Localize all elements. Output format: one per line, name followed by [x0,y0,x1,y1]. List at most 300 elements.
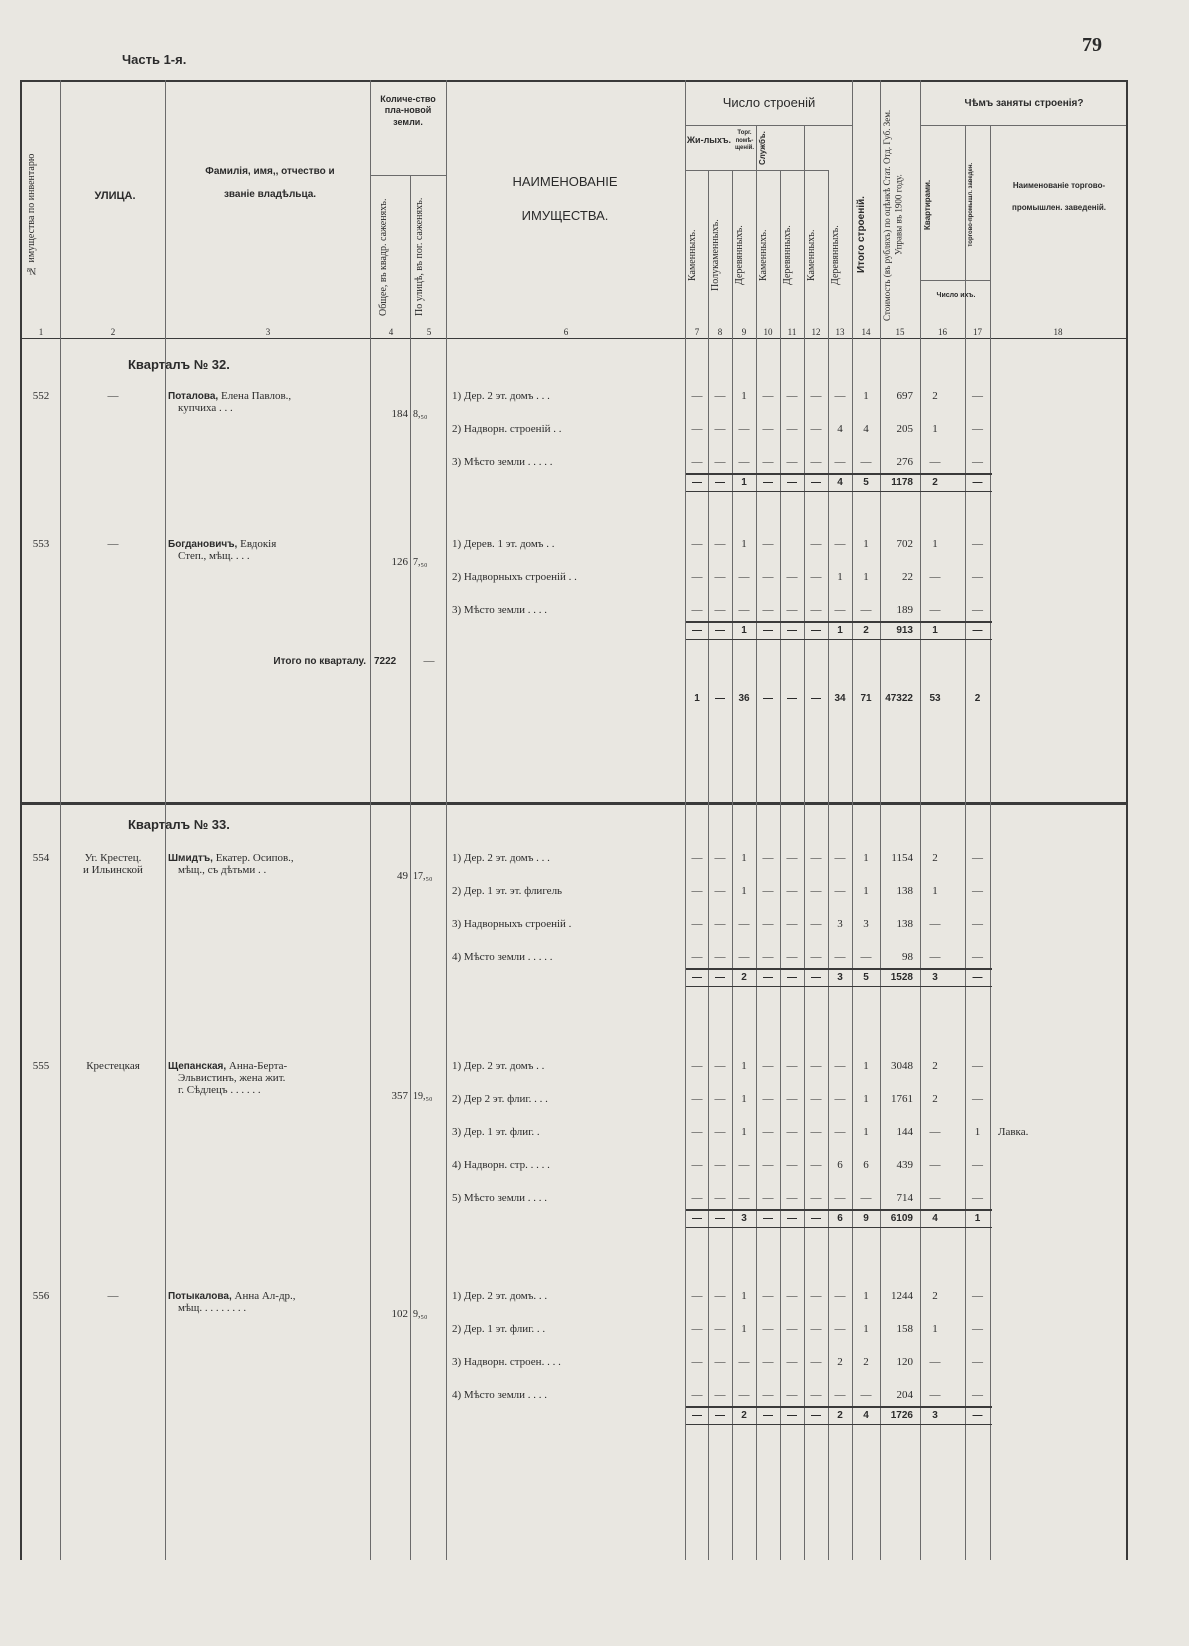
q33-owner-555-item-2-c9: 1 [741,1093,747,1105]
q32-owner-552-item-3-c15: 276 [896,456,913,468]
q33-owner-555-total-rule-bottom [686,1227,992,1228]
q33-owner-555-item-1-c12: — [810,1060,822,1072]
q32-owner-553-item-3: 3) Мѣсто земли . . . . [452,604,548,616]
q32-owner-553-item-1-c15: 702 [896,538,913,550]
q33-owner-556-item-2-c14: 1 [863,1323,869,1335]
q33-owner-556-item-3-c10: — [762,1356,774,1368]
header-c9: Деревянныхъ. [734,225,745,286]
q33-owner-554-street2: и Ильинской [83,864,143,876]
col-number-14: 14 [861,327,871,337]
header-owner: Фамилія, имя,, отчество и званіе владѣльца. [205,166,335,200]
q33-owner-555-item-4-c15: 439 [896,1159,913,1171]
header-chislo: Число ихъ. [936,292,976,299]
q32-owner-552-item-1-c12: — [810,390,822,402]
q33-owner-555-item-4-c13: 6 [837,1159,843,1171]
q32-owner-552-item-3-c16: — [929,456,941,468]
q33-owner-556-item-2-c15: 158 [896,1323,913,1335]
col-number-17: 17 [973,327,982,337]
q33-owner-556-total-c14: 4 [863,1410,869,1421]
q33-owner-554-item-1-c14: 1 [863,852,869,864]
col-number-8: 8 [717,327,723,337]
q33-owner-555-item-4-c7: — [691,1159,703,1171]
q33-owner-555-item-2-c11: — [786,1093,798,1105]
q33-owner-554-item-1-c15: 1154 [891,852,913,864]
q32-owner-553-total-c14: 2 [863,625,869,636]
q32-owner-553-total-c12: — [811,625,821,636]
q33-owner-556-item-2-c16: 1 [932,1323,938,1335]
q33-owner-555-item-3-c16: — [929,1126,941,1138]
q33-owner-556-item-1-c13: — [834,1290,846,1302]
q33-owner-556-item-1-c16: 2 [932,1290,938,1302]
q33-owner-554-total-c7: — [692,972,702,983]
q32-owner-553-item-3-c9: — [738,604,750,616]
q33-owner-555-item-2-c7: — [691,1093,703,1105]
q32-owner-552-item-3-c17: — [972,456,983,468]
q33-owner-554-item-3-c11: — [786,918,798,930]
q32-owner-553-item-1-c9: 1 [741,538,747,550]
q32-owner-552-item-2-c7: — [691,423,703,435]
q32-owner-552-number: 552 [32,390,50,402]
q33-owner-556-item-4-c13: — [834,1389,846,1401]
q33-owner-555-total-c11: — [787,1213,797,1224]
q33-owner-554-item-3-c8: — [714,918,726,930]
q32-owner-552-total-c9: 1 [741,477,747,488]
q33-owner-555-total-rule [686,1209,992,1211]
q33-owner-555-item-1-c13: — [834,1060,846,1072]
q32-owner-553-item-3-c14: — [860,604,872,616]
q33-owner-555-item-1-c8: — [714,1060,726,1072]
inventory-table [20,80,1128,1560]
q32-itogo-c15: 47322 [885,693,913,704]
q33-owner-555-item-2-c14: 1 [863,1093,869,1105]
q33-owner-554-item-4-c10: — [762,951,774,963]
q32-owner-553-total-c10: — [763,625,773,636]
q32-owner-552-item-1-c10: — [762,390,774,402]
q33-owner-554-item-4-c9: — [738,951,750,963]
header-c11: Деревянныхъ. [782,225,793,286]
q32-owner-552-item-3: 3) Мѣсто земли . . . . . [452,456,553,468]
q33-owner-555-item-3-c18: Лавка. [998,1126,1029,1138]
q33-owner-555-item-5-c9: — [738,1192,750,1204]
q33-owner-555-item-4-c10: — [762,1159,774,1171]
q33-owner-554-item-2: 2) Дер. 1 эт. эт. флигель [452,885,563,897]
q33-owner-554-item-4-c8: — [714,951,726,963]
q33-owner-556-item-1-c14: 1 [863,1290,869,1302]
q33-owner-555-total-c7: — [692,1213,702,1224]
q33-owner-554-item-3: 3) Надворныхъ строеній . [452,918,572,930]
q32-owner-553-total-c16: 1 [932,625,938,636]
header-torg: Торг. помѣ-щеній. [734,130,755,151]
q33-owner-555-name3: г. Сѣдлецъ . . . . . . [178,1084,261,1096]
header-zhilykh: Жи-лыхъ. [686,135,732,145]
col-number-5: 5 [426,327,432,337]
q33-owner-556-item-3-c14: 2 [863,1356,869,1368]
q32-owner-553-item-2-c10: — [762,571,774,583]
q32-itogo-c17: 2 [974,693,981,704]
q33-owner-554-item-4-c7: — [691,951,703,963]
header-col1: № имущества по инвентарю [26,153,37,277]
q33-owner-555-item-3-c8: — [714,1126,726,1138]
q32-owner-552-item-3-c10: — [762,456,774,468]
q32-owner-553-item-3-c15: 189 [896,604,913,616]
q33-owner-554-total-c15: 1528 [890,972,913,983]
header-c7: Каменныхъ. [687,229,698,282]
header-land: Количе-ство пла-новой земли. [380,94,436,127]
q33-owner-554-total-c12: — [811,972,821,983]
q33-owner-554-item-4-c12: — [810,951,822,963]
q33-owner-555-item-3-c14: 1 [863,1126,869,1138]
q33-owner-556-item-4-c14: — [860,1389,872,1401]
q32-owner-552-item-1-c7: — [691,390,703,402]
q33-owner-554-item-3-c15: 138 [896,918,913,930]
q33-owner-556-total-c9: 2 [741,1410,747,1421]
page-number: 79 [1082,34,1102,56]
q33-owner-554-item-2-c15: 138 [896,885,913,897]
q33-owner-556-item-1-c12: — [810,1290,822,1302]
q32-owner-552-item-2-c10: — [762,423,774,435]
q33-owner-555-item-5-c12: — [810,1192,822,1204]
q32-owner-553-street: — [107,538,119,550]
q33-owner-555-item-4-c11: — [786,1159,798,1171]
q32-owner-552-street: — [107,390,119,402]
q33-owner-555-item-5: 5) Мѣсто земли . . . . [452,1192,548,1204]
q32-owner-552-item-2-c17: — [972,423,983,435]
q32-owner-553-number: 553 [32,538,50,550]
col-number-11: 11 [787,327,797,337]
q33-owner-554-item-4-c15: 98 [902,951,913,963]
q33-owner-554-item-4-c16: — [929,951,941,963]
q33-owner-554-total-c9: 2 [741,972,747,983]
q33-owner-554-item-2-c11: — [786,885,798,897]
q33-owner-555-item-1-c17: — [972,1060,983,1072]
q33-owner-555-total-c13: 6 [837,1213,843,1224]
header-c13: Деревянныхъ. [830,225,841,286]
q33-owner-555-item-3: 3) Дер. 1 эт. флиг. . [452,1126,540,1138]
q33-owner-555-item-3-c9: 1 [741,1126,747,1138]
q33-owner-554-item-3-c9: — [738,918,750,930]
owner-surname: Щепанская, [168,1061,229,1072]
q33-owner-555-item-1-c9: 1 [741,1060,747,1072]
q33-owner-555-item-3-c13: — [834,1126,846,1138]
q32-owner-553-total-c9: 1 [741,625,747,636]
q33-owner-556-item-3-c8: — [714,1356,726,1368]
q32-owner-552-item-3-c13: — [834,456,846,468]
q33-owner-556-total-rule [686,1406,992,1408]
q33-owner-556-street: — [107,1290,119,1302]
q32-owner-552-item-1-c14: 1 [863,390,869,402]
col-number-18: 18 [1053,327,1063,337]
q33-owner-554-item-1-c17: — [972,852,983,864]
q33-owner-556-item-1-c9: 1 [741,1290,747,1302]
q33-owner-555-item-4-c8: — [714,1159,726,1171]
q32-owner-553-item-1-c16: 1 [932,538,938,550]
header-torgovo: Торгово-промышл. заведен. [968,162,974,248]
q33-owner-555-street: Крестецкая [86,1060,140,1072]
q32-itogo-c14: 71 [860,693,872,704]
q33-owner-554-item-3-c14: 3 [863,918,869,930]
q33-owner-555-item-3-c15: 144 [896,1126,913,1138]
q33-owner-554-item-1: 1) Дер. 2 эт. домъ . . . [452,852,550,864]
q33-owner-554-item-1-c13: — [834,852,846,864]
q33-owner-555-item-2-c16: 2 [932,1093,938,1105]
header-kvartirami: Квартирами. [923,179,932,231]
q33-owner-554-item-3-c17: — [972,918,983,930]
q33-owner-554-total-c14: 5 [863,972,869,983]
col-number-1: 1 [38,327,44,337]
q33-owner-555-item-3-c7: — [691,1126,703,1138]
header-c10: Каменныхъ. [758,229,769,282]
q33-owner-554-item-3-c7: — [691,918,703,930]
q33-owner-556-item-2-c13: — [834,1323,846,1335]
q33-owner-555-item-2-c12: — [810,1093,822,1105]
q32-itogo-c12: — [811,693,821,704]
q33-owner-556-item-4-c10: — [762,1389,774,1401]
q33-owner-555-item-5-c17: — [972,1192,983,1204]
part-label: Часть 1-я. [122,52,187,67]
col-number-6: 6 [563,327,569,337]
q33-owner-555-total-c15: 6109 [890,1213,913,1224]
q32-owner-553-item-3-c12: — [810,604,822,616]
q32-owner-552-item-3-c9: — [738,456,750,468]
q33-owner-554-total-c10: — [763,972,773,983]
q33-owner-556-total-rule-bottom [686,1424,992,1425]
q33-owner-554-item-2-c12: — [810,885,822,897]
q33-owner-556-item-1-c17: — [972,1290,983,1302]
q33-owner-554-item-2-c10: — [762,885,774,897]
owner-given-name: Евдокія [240,538,277,550]
q33-owner-555-item-1-c10: — [762,1060,774,1072]
q33-owner-556-item-3-c11: — [786,1356,798,1368]
q33-owner-556-total-c10: — [763,1410,773,1421]
q32-owner-553-item-2-c11: — [786,571,798,583]
header-frontage: По улицѣ, въ пог. саженяхъ. [414,197,425,317]
q33-owner-554-street: Уг. Крестец. [84,852,142,864]
q32-owner-552-total-c10: — [763,477,773,488]
q32-owner-552-item-2-c11: — [786,423,798,435]
q33-owner-555-item-5-c15: 714 [896,1192,913,1204]
q32-owner-552-total-c7: — [692,477,702,488]
q33-owner-554-item-2-c9: 1 [741,885,747,897]
q33-owner-556-item-3-c15: 120 [896,1356,913,1368]
q32-owner-552-total-c14: 5 [863,477,869,488]
q33-owner-554-total-rule-bottom [686,986,992,987]
q32-owner-553-name2: Степ., мѣщ. . . . [178,550,250,562]
q32-itogo-c11: — [787,693,797,704]
q32-owner-553-total-c13: 1 [837,625,843,636]
q33-owner-556-name2: мѣщ. . . . . . . . . [178,1302,247,1314]
q32-owner-552-total-rule-bottom [686,491,992,492]
q33-owner-555-item-4-c12: — [810,1159,822,1171]
q33-owner-556-item-4-c16: — [929,1389,941,1401]
q33-owner-555-total-c12: — [811,1213,821,1224]
col-number-15: 15 [895,327,905,337]
q32-owner-553-item-2-c8: — [714,571,726,583]
q32-owner-553-item-3-c11: — [786,604,798,616]
q33-owner-556-item-4-c7: — [691,1389,703,1401]
q32-itogo-c10: — [763,693,773,704]
q33-owner-556-item-2-c11: — [786,1323,798,1335]
q33-owner-556-total-c17: — [972,1410,983,1421]
q32-title: Кварталъ № 32. [128,357,230,372]
q33-title: Кварталъ № 33. [128,817,230,832]
q33-owner-555-item-2: 2) Дер 2 эт. флиг. . . . [452,1093,548,1105]
q33-owner-554-item-4-c13: — [834,951,846,963]
owner-surname: Шмидтъ, [168,853,216,864]
q33-owner-555-item-1-c16: 2 [932,1060,938,1072]
header-property: НАИМЕНОВАНІЕ ИМУЩЕСТВА. [512,174,618,223]
q32-itogo-c7: 1 [694,693,700,704]
q33-owner-555-item-2-c13: — [834,1093,846,1105]
q33-owner-556-item-1-c11: — [786,1290,798,1302]
col-number-7: 7 [694,327,700,337]
q32-owner-553-item-2-c15: 22 [902,571,913,583]
header-occupied: Чѣмъ заняты строенія? [964,98,1084,109]
q33-owner-554-total-c11: — [787,972,797,983]
q32-owner-553-area: 126 [391,556,408,568]
q33-owner-554-number: 554 [32,852,50,864]
q33-owner-556-total-c15: 1726 [890,1410,913,1421]
q32-owner-552-item-1-c16: 2 [932,390,938,402]
col-number-13: 13 [835,327,845,337]
col-number-3: 3 [265,327,271,337]
header-street: УЛИЦА. [94,190,136,202]
q32-owner-552-item-3-c8: — [714,456,726,468]
q33-owner-554-item-2-c13: — [834,885,846,897]
q32-owner-553-item-1-c7: — [691,538,703,550]
q32-owner-553-item-1-c12: — [810,538,822,550]
q32-owner-553-item-3-c10: — [762,604,774,616]
q32-owner-552-total-c13: 4 [837,477,843,488]
q32-owner-553-total-c15: 913 [896,625,913,636]
q32-owner-553-item-2-c12: — [810,571,822,583]
q32-owner-553-item-1-c8: — [714,538,726,550]
q33-owner-554-item-1-c12: — [810,852,822,864]
q33-owner-554-item-1-c11: — [786,852,798,864]
q32-owner-553-total-c8: — [715,625,725,636]
q33-owner-555-number: 555 [32,1060,50,1072]
header-col18: Наименованіе торгово-промышлен. заведеній. [1012,181,1106,213]
q32-itogo-frontage: — [423,655,435,667]
q32-owner-553-item-1-c17: — [972,538,983,550]
q33-owner-554-item-2-c16: 1 [932,885,938,897]
q33-owner-556-item-4-c17: — [972,1389,983,1401]
q33-owner-555-item-5-c10: — [762,1192,774,1204]
q32-owner-552-total-c8: — [715,477,725,488]
q33-owner-556-item-1-c8: — [714,1290,726,1302]
q33-owner-555-area: 357 [391,1090,408,1102]
q33-owner-555-item-4-c17: — [972,1159,983,1171]
q32-owner-552-item-1: 1) Дер. 2 эт. домъ . . . [452,390,550,402]
q33-owner-556-item-3-c16: — [929,1356,941,1368]
q33-owner-554-item-2-c14: 1 [863,885,869,897]
q33-owner-555-item-2-c15: 1761 [891,1093,913,1105]
q33-owner-556-item-2-c17: — [972,1323,983,1335]
q32-owner-552-item-2-c9: — [738,423,750,435]
q32-owner-553-item-1-c14: 1 [863,538,869,550]
q33-owner-556-item-1: 1) Дер. 2 эт. домъ. . . [452,1290,548,1302]
q33-owner-556-item-3-c9: — [738,1356,750,1368]
q33-owner-555-total-c9: 3 [741,1213,747,1224]
q33-owner-555-item-4-c9: — [738,1159,750,1171]
q33-owner-554-area: 49 [397,870,408,882]
q33-owner-554-item-1-c16: 2 [932,852,938,864]
owner-surname: Поталова, [168,391,221,402]
q33-owner-554-item-1-c9: 1 [741,852,747,864]
q33-owner-555-total-c16: 4 [932,1213,938,1224]
q33-owner-555-name2: Эльвистинъ, жена жит. [178,1072,286,1084]
col-number-12: 12 [811,327,821,337]
q33-owner-554-total-c13: 3 [837,972,843,983]
col-number-4: 4 [388,327,394,337]
owner-surname: Богдановичъ, [168,539,241,550]
header-sluzhb: Службъ. [758,131,767,165]
owner-given-name: Анна Ал-др., [234,1290,296,1302]
q33-owner-555-item-4-c16: — [929,1159,941,1171]
q33-owner-554-name2: мѣщ., съ дѣтьми . . [178,864,267,876]
q32-owner-552-item-3-c12: — [810,456,822,468]
q33-owner-556-item-1-c7: — [691,1290,703,1302]
q33-owner-556-item-4-c12: — [810,1389,822,1401]
owner-surname: Потыкалова, [168,1291,235,1302]
q32-owner-552-item-1-c9: 1 [741,390,747,402]
q32-itogo-c9: 36 [738,693,750,704]
q33-owner-556-item-4-c15: 204 [896,1389,913,1401]
q32-owner-552-frontage: 8,₅₀ [413,409,428,420]
q32-owner-552-total-c17: — [972,477,983,488]
col-number-2: 2 [110,327,116,337]
q32-owner-552-item-3-c11: — [786,456,798,468]
q33-owner-554-item-4-c11: — [786,951,798,963]
q33-owner-555-total-c10: — [763,1213,773,1224]
q33-owner-554-item-1-c8: — [714,852,726,864]
header-cost: Стоимость (въ рубляхъ) по оцѣнкѣ Стат. Отд. Губ. Зем. Управы въ 1900 году. [882,109,904,321]
q32-owner-552-item-1-c13: — [834,390,846,402]
q32-owner-552-total-c11: — [787,477,797,488]
q33-owner-556-number: 556 [32,1290,50,1302]
q33-owner-556-item-4-c9: — [738,1389,750,1401]
q33-owner-554-item-2-c7: — [691,885,703,897]
q33-owner-556-item-4: 4) Мѣсто земли . . . . [452,1389,548,1401]
q32-owner-552-item-3-c7: — [691,456,703,468]
q33-owner-556-item-2-c10: — [762,1323,774,1335]
q33-owner-554-item-2-c8: — [714,885,726,897]
q32-owner-552-item-2-c16: 1 [932,423,938,435]
q32-owner-553-item-3-c8: — [714,604,726,616]
q33-owner-556-total-c8: — [715,1410,725,1421]
q32-owner-553-item-2-c16: — [929,571,941,583]
q32-owner-552-item-1-c8: — [714,390,726,402]
q33-owner-554-item-3-c10: — [762,918,774,930]
q32-itogo-c8: — [715,693,725,704]
q32-owner-552-item-2-c8: — [714,423,726,435]
q32-owner-552-item-2-c15: 205 [896,423,913,435]
q33-owner-554-frontage: 17,₅₀ [413,871,433,882]
q33-owner-554-item-4-c17: — [972,951,983,963]
q32-itogo-c16: 53 [929,693,941,704]
q32-owner-552-item-2-c12: — [810,423,822,435]
owner-given-name: Екатер. Осипов., [215,852,294,864]
q32-owner-552-item-2-c14: 4 [863,423,869,435]
q32-owner-553-item-3-c16: — [929,604,941,616]
q33-owner-555-item-1-c11: — [786,1060,798,1072]
q33-owner-555-item-5-c8: — [714,1192,726,1204]
q33-owner-556-item-2-c12: — [810,1323,822,1335]
q32-owner-552-item-3-c14: — [860,456,872,468]
col-number-9: 9 [741,327,747,337]
q33-owner-556-item-1-c15: 1244 [891,1290,913,1302]
q33-owner-555-item-3-c17: 1 [974,1126,981,1138]
q32-owner-553-item-1-c13: — [834,538,846,550]
